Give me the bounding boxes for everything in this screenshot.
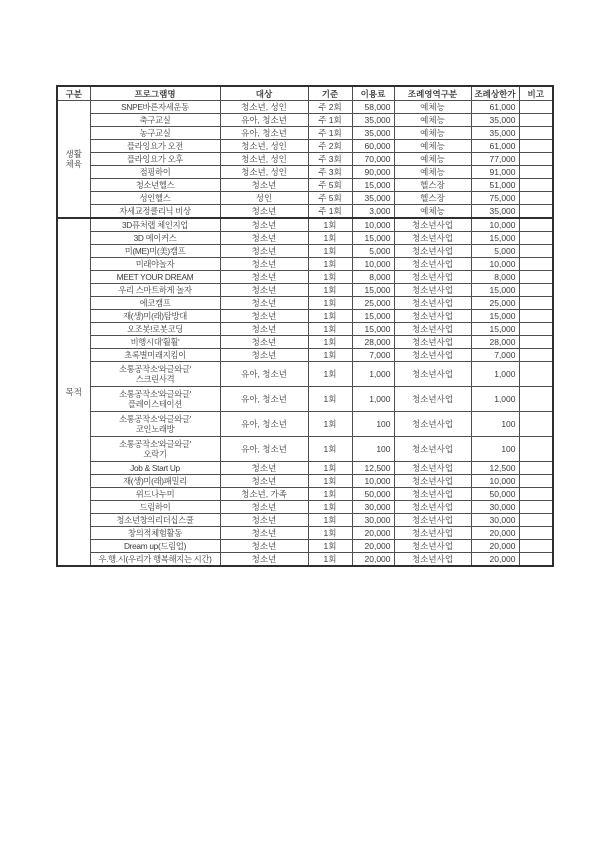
cell-cap: 51,000 <box>471 179 519 192</box>
table-row <box>57 140 553 153</box>
cell-fee: 1,000 <box>352 362 394 387</box>
cell-cap: 7,000 <box>471 349 519 362</box>
cell-basis: 1회 <box>308 553 352 567</box>
cell-target: 청소년 <box>220 553 308 567</box>
column-header-2: 대상 <box>220 86 308 101</box>
cell-target: 청소년, 가족 <box>220 488 308 501</box>
table-row <box>57 514 553 527</box>
cell-note <box>519 310 553 323</box>
cell-program-name: 플라잉요가 오전 <box>90 140 220 153</box>
cell-fee: 12,500 <box>352 462 394 475</box>
cell-area: 헬스장 <box>394 192 471 205</box>
cell-fee: 1,000 <box>352 387 394 412</box>
cell-program-name: 초록별미래지킴이 <box>90 349 220 362</box>
cell-fee: 30,000 <box>352 501 394 514</box>
cell-basis: 1회 <box>308 387 352 412</box>
cell-note <box>519 362 553 387</box>
column-header-5: 조례영역구분 <box>394 86 471 101</box>
cell-program-name: 청소년창의리더십스쿨 <box>90 514 220 527</box>
cell-target: 유아, 청소년 <box>220 437 308 462</box>
table-row <box>57 488 553 501</box>
header-row <box>57 86 553 101</box>
cell-cap: 100 <box>471 437 519 462</box>
cell-area: 청소년사업 <box>394 232 471 245</box>
cell-note <box>519 153 553 166</box>
cell-target: 청소년 <box>220 527 308 540</box>
cell-fee: 20,000 <box>352 540 394 553</box>
cell-program-name: 창의적체험활동 <box>90 527 220 540</box>
table-row <box>57 437 553 462</box>
cell-program-name: 청소년헬스 <box>90 179 220 192</box>
cell-area: 예체능 <box>394 140 471 153</box>
cell-area: 청소년사업 <box>394 540 471 553</box>
table-row <box>57 362 553 387</box>
cell-cap: 35,000 <box>471 127 519 140</box>
cell-basis: 주 1회 <box>308 205 352 219</box>
cell-basis: 1회 <box>308 258 352 271</box>
cell-area: 청소년사업 <box>394 349 471 362</box>
cell-basis: 1회 <box>308 310 352 323</box>
cell-area: 청소년사업 <box>394 527 471 540</box>
cell-fee: 8,000 <box>352 271 394 284</box>
cell-fee: 100 <box>352 412 394 437</box>
cell-fee: 35,000 <box>352 127 394 140</box>
table-row <box>57 553 553 567</box>
cell-program-name: 우.행.시(우리가 행복해지는 시간) <box>90 553 220 567</box>
cell-area: 예체능 <box>394 101 471 114</box>
cell-note <box>519 232 553 245</box>
column-header-0: 구분 <box>57 86 90 101</box>
cell-cap: 1,000 <box>471 362 519 387</box>
cell-program-name: SNPE바른자세운동 <box>90 101 220 114</box>
cell-area: 청소년사업 <box>394 412 471 437</box>
cell-program-name: 비행시대'훨훨' <box>90 336 220 349</box>
cell-fee: 90,000 <box>352 166 394 179</box>
cell-cap: 10,000 <box>471 258 519 271</box>
cell-note <box>519 101 553 114</box>
cell-note <box>519 245 553 258</box>
cell-program-name: 미(ME)미(美)캠프 <box>90 245 220 258</box>
cell-cap: 10,000 <box>471 218 519 232</box>
cell-area: 예체능 <box>394 153 471 166</box>
cell-area: 청소년사업 <box>394 475 471 488</box>
cell-area: 청소년사업 <box>394 501 471 514</box>
cell-basis: 주 3회 <box>308 153 352 166</box>
cell-program-name: Job & Start Up <box>90 462 220 475</box>
cell-note <box>519 179 553 192</box>
cell-target: 유아, 청소년 <box>220 114 308 127</box>
cell-note <box>519 323 553 336</box>
cell-program-name: 소통공작소'와글와글' 플레이스테이션 <box>90 387 220 412</box>
cell-fee: 3,000 <box>352 205 394 219</box>
cell-program-name: 소통공작소'와글와글' 코인노래방 <box>90 412 220 437</box>
table-row <box>57 271 553 284</box>
cell-fee: 5,000 <box>352 245 394 258</box>
table-row <box>57 258 553 271</box>
cell-target: 청소년 <box>220 258 308 271</box>
cell-target: 청소년, 성인 <box>220 166 308 179</box>
cell-note <box>519 527 553 540</box>
cell-area: 청소년사업 <box>394 336 471 349</box>
cell-basis: 1회 <box>308 232 352 245</box>
cell-area: 청소년사업 <box>394 553 471 567</box>
cell-fee: 10,000 <box>352 258 394 271</box>
cell-note <box>519 205 553 219</box>
cell-area: 청소년사업 <box>394 362 471 387</box>
table-row <box>57 297 553 310</box>
cell-note <box>519 437 553 462</box>
table-row <box>57 127 553 140</box>
cell-area: 예체능 <box>394 205 471 219</box>
table-row <box>57 101 553 114</box>
cell-cap: 8,000 <box>471 271 519 284</box>
cell-basis: 1회 <box>308 527 352 540</box>
table-row <box>57 179 553 192</box>
cell-note <box>519 488 553 501</box>
table-row <box>57 336 553 349</box>
cell-cap: 91,000 <box>471 166 519 179</box>
cell-fee: 30,000 <box>352 514 394 527</box>
cell-note <box>519 140 553 153</box>
cell-cap: 30,000 <box>471 501 519 514</box>
cell-fee: 20,000 <box>352 527 394 540</box>
cell-target: 청소년 <box>220 540 308 553</box>
cell-cap: 10,000 <box>471 475 519 488</box>
cell-target: 청소년 <box>220 462 308 475</box>
table-row <box>57 232 553 245</box>
column-header-4: 이용료 <box>352 86 394 101</box>
cell-area: 청소년사업 <box>394 218 471 232</box>
cell-basis: 1회 <box>308 462 352 475</box>
cell-cap: 15,000 <box>471 232 519 245</box>
cell-fee: 50,000 <box>352 488 394 501</box>
cell-program-name: MEET YOUR DREAM <box>90 271 220 284</box>
cell-note <box>519 297 553 310</box>
cell-basis: 주 5회 <box>308 192 352 205</box>
cell-area: 청소년사업 <box>394 310 471 323</box>
cell-cap: 100 <box>471 412 519 437</box>
table-row <box>57 218 553 232</box>
cell-cap: 15,000 <box>471 310 519 323</box>
column-header-3: 기준 <box>308 86 352 101</box>
cell-fee: 58,000 <box>352 101 394 114</box>
cell-cap: 77,000 <box>471 153 519 166</box>
cell-target: 청소년 <box>220 323 308 336</box>
cell-basis: 주 2회 <box>308 101 352 114</box>
cell-fee: 60,000 <box>352 140 394 153</box>
cell-area: 예체능 <box>394 127 471 140</box>
cell-program-name: 소통공작소'와글와글' 스크린사격 <box>90 362 220 387</box>
cell-program-name: 축구교실 <box>90 114 220 127</box>
cell-area: 청소년사업 <box>394 245 471 258</box>
cell-program-name: 재(생)미(래)탐방대 <box>90 310 220 323</box>
cell-program-name: Dream up(드림업) <box>90 540 220 553</box>
cell-note <box>519 218 553 232</box>
cell-basis: 1회 <box>308 284 352 297</box>
table-row <box>57 166 553 179</box>
table-row <box>57 527 553 540</box>
cell-basis: 주 1회 <box>308 127 352 140</box>
cell-target: 유아, 청소년 <box>220 387 308 412</box>
group-label-cell: 목적 <box>57 218 90 566</box>
cell-area: 청소년사업 <box>394 514 471 527</box>
group-label-cell: 생활 체육 <box>57 101 90 219</box>
cell-area: 예체능 <box>394 166 471 179</box>
cell-program-name: 플라잉요가 오후 <box>90 153 220 166</box>
cell-cap: 15,000 <box>471 323 519 336</box>
cell-target: 청소년, 성인 <box>220 140 308 153</box>
cell-basis: 1회 <box>308 218 352 232</box>
cell-note <box>519 114 553 127</box>
cell-program-name: 자세교정클리닉 비상 <box>90 205 220 219</box>
cell-target: 청소년 <box>220 336 308 349</box>
cell-cap: 15,000 <box>471 284 519 297</box>
cell-cap: 5,000 <box>471 245 519 258</box>
cell-program-name: 농구교실 <box>90 127 220 140</box>
table-row <box>57 323 553 336</box>
cell-fee: 100 <box>352 437 394 462</box>
cell-fee: 35,000 <box>352 192 394 205</box>
cell-fee: 15,000 <box>352 310 394 323</box>
table-row <box>57 540 553 553</box>
cell-basis: 주 1회 <box>308 114 352 127</box>
table-row <box>57 205 553 219</box>
cell-target: 청소년 <box>220 297 308 310</box>
cell-target: 청소년, 성인 <box>220 153 308 166</box>
table-row <box>57 412 553 437</box>
cell-fee: 15,000 <box>352 284 394 297</box>
cell-target: 유아, 청소년 <box>220 412 308 437</box>
cell-basis: 1회 <box>308 475 352 488</box>
cell-note <box>519 475 553 488</box>
cell-program-name: 3D 메이커스 <box>90 232 220 245</box>
cell-target: 청소년, 성인 <box>220 101 308 114</box>
cell-target: 청소년 <box>220 284 308 297</box>
cell-fee: 15,000 <box>352 323 394 336</box>
cell-program-name: 재(생)미(래)패밀리 <box>90 475 220 488</box>
cell-program-name: 오조봇!로봇코딩 <box>90 323 220 336</box>
table-header <box>57 86 553 101</box>
cell-note <box>519 514 553 527</box>
cell-program-name: 위드나누미 <box>90 488 220 501</box>
cell-cap: 20,000 <box>471 553 519 567</box>
cell-target: 청소년 <box>220 179 308 192</box>
cell-cap: 20,000 <box>471 527 519 540</box>
cell-basis: 1회 <box>308 362 352 387</box>
cell-basis: 1회 <box>308 540 352 553</box>
table-row <box>57 501 553 514</box>
table-row <box>57 310 553 323</box>
cell-note <box>519 284 553 297</box>
cell-program-name: 성인헬스 <box>90 192 220 205</box>
table-row <box>57 114 553 127</box>
cell-note <box>519 271 553 284</box>
cell-fee: 70,000 <box>352 153 394 166</box>
cell-cap: 61,000 <box>471 140 519 153</box>
cell-cap: 25,000 <box>471 297 519 310</box>
cell-cap: 30,000 <box>471 514 519 527</box>
cell-note <box>519 540 553 553</box>
cell-cap: 20,000 <box>471 540 519 553</box>
cell-target: 청소년 <box>220 205 308 219</box>
cell-area: 헬스장 <box>394 179 471 192</box>
cell-fee: 35,000 <box>352 114 394 127</box>
cell-note <box>519 349 553 362</box>
cell-note <box>519 166 553 179</box>
cell-program-name: 에코캠프 <box>90 297 220 310</box>
cell-note <box>519 553 553 567</box>
cell-basis: 1회 <box>308 271 352 284</box>
table-row <box>57 192 553 205</box>
table-row <box>57 387 553 412</box>
table-row <box>57 462 553 475</box>
cell-cap: 35,000 <box>471 114 519 127</box>
cell-cap: 1,000 <box>471 387 519 412</box>
cell-basis: 1회 <box>308 336 352 349</box>
cell-target: 청소년 <box>220 218 308 232</box>
cell-target: 청소년 <box>220 501 308 514</box>
cell-fee: 10,000 <box>352 218 394 232</box>
cell-program-name: 드림하이 <box>90 501 220 514</box>
table-row <box>57 349 553 362</box>
cell-basis: 1회 <box>308 297 352 310</box>
cell-cap: 75,000 <box>471 192 519 205</box>
cell-target: 유아, 청소년 <box>220 362 308 387</box>
table-row <box>57 475 553 488</box>
cell-program-name: 3D퓨처랩 체인지업 <box>90 218 220 232</box>
cell-program-name: 소통공작소'와글와글' 오락기 <box>90 437 220 462</box>
column-header-6: 조례상한가 <box>471 86 519 101</box>
cell-basis: 주 5회 <box>308 179 352 192</box>
cell-program-name: 우리 스마트하게 놀자 <box>90 284 220 297</box>
cell-cap: 12,500 <box>471 462 519 475</box>
cell-cap: 50,000 <box>471 488 519 501</box>
cell-fee: 15,000 <box>352 179 394 192</box>
cell-target: 유아, 청소년 <box>220 127 308 140</box>
table-row <box>57 153 553 166</box>
cell-fee: 25,000 <box>352 297 394 310</box>
cell-note <box>519 412 553 437</box>
cell-note <box>519 192 553 205</box>
cell-target: 청소년 <box>220 514 308 527</box>
cell-cap: 61,000 <box>471 101 519 114</box>
cell-note <box>519 501 553 514</box>
cell-target: 청소년 <box>220 271 308 284</box>
cell-target: 청소년 <box>220 245 308 258</box>
cell-area: 청소년사업 <box>394 284 471 297</box>
cell-basis: 1회 <box>308 437 352 462</box>
cell-note <box>519 258 553 271</box>
cell-area: 청소년사업 <box>394 323 471 336</box>
cell-area: 청소년사업 <box>394 387 471 412</box>
cell-fee: 15,000 <box>352 232 394 245</box>
cell-basis: 1회 <box>308 501 352 514</box>
cell-note <box>519 336 553 349</box>
column-header-1: 프로그램명 <box>90 86 220 101</box>
cell-basis: 1회 <box>308 349 352 362</box>
cell-area: 청소년사업 <box>394 258 471 271</box>
cell-basis: 주 3회 <box>308 166 352 179</box>
cell-area: 청소년사업 <box>394 297 471 310</box>
cell-area: 청소년사업 <box>394 271 471 284</box>
cell-area: 청소년사업 <box>394 437 471 462</box>
cell-program-name: 미래야놀자 <box>90 258 220 271</box>
cell-fee: 7,000 <box>352 349 394 362</box>
program-fee-table <box>56 85 554 567</box>
cell-fee: 20,000 <box>352 553 394 567</box>
table-row <box>57 245 553 258</box>
cell-note <box>519 387 553 412</box>
cell-target: 청소년 <box>220 475 308 488</box>
cell-note <box>519 127 553 140</box>
cell-basis: 주 2회 <box>308 140 352 153</box>
cell-target: 청소년 <box>220 349 308 362</box>
cell-target: 청소년 <box>220 232 308 245</box>
cell-area: 청소년사업 <box>394 488 471 501</box>
cell-cap: 28,000 <box>471 336 519 349</box>
cell-basis: 1회 <box>308 245 352 258</box>
cell-area: 청소년사업 <box>394 462 471 475</box>
table-row <box>57 284 553 297</box>
cell-basis: 1회 <box>308 514 352 527</box>
cell-area: 예체능 <box>394 114 471 127</box>
cell-basis: 1회 <box>308 323 352 336</box>
cell-target: 성인 <box>220 192 308 205</box>
cell-fee: 28,000 <box>352 336 394 349</box>
column-header-7: 비고 <box>519 86 553 101</box>
cell-basis: 1회 <box>308 412 352 437</box>
cell-note <box>519 462 553 475</box>
cell-basis: 1회 <box>308 488 352 501</box>
cell-fee: 10,000 <box>352 475 394 488</box>
cell-target: 청소년 <box>220 310 308 323</box>
cell-cap: 35,000 <box>471 205 519 219</box>
table-body <box>57 101 553 567</box>
cell-program-name: 점핑하이 <box>90 166 220 179</box>
